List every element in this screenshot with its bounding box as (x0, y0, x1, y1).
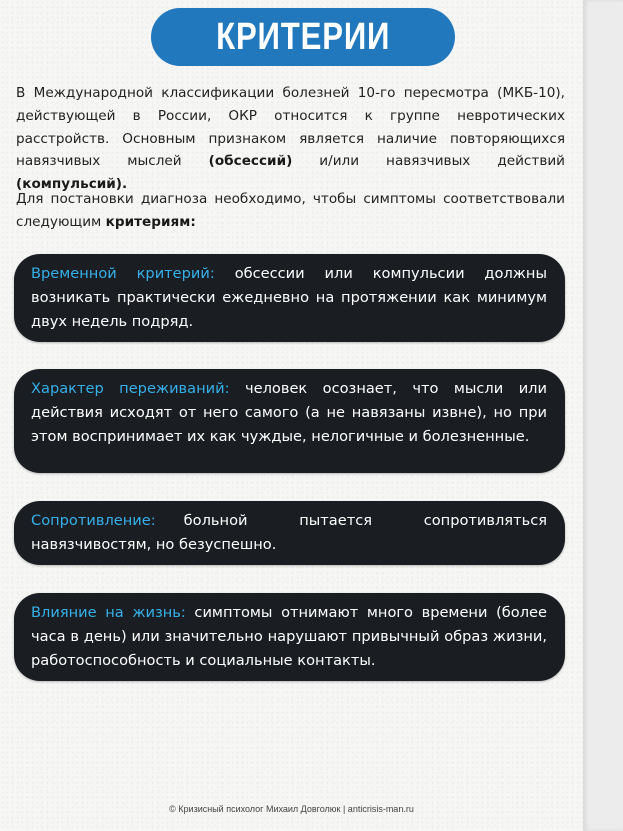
title-banner (151, 8, 455, 66)
criterion-card-life-impact (14, 593, 565, 681)
page-title: КРИТЕРИИ (215, 15, 391, 58)
criterion-text: больной пытается сопротивляться навязчивостям, но безуспешно. (31, 512, 547, 553)
criterion-card-time (14, 254, 565, 342)
criterion-label: Временной критерий: (31, 265, 215, 282)
criterion-label: Влияние на жизнь: (31, 604, 186, 621)
criterion-card-resistance (14, 501, 565, 565)
page-edge (583, 0, 623, 831)
footer-copyright: © Кризисный психолог Михаил Довголюк | anticrisis-man.ru (169, 804, 414, 814)
intro-text: В Международной классификации болезней 10-го пересмотра (МКБ-10), действующей в России, ОКР относится к группе невротических расстройств. Основным признаком является наличие повторяющихся навязчивых мыслей (16, 85, 565, 170)
criterion-label: Характер переживаний: (31, 380, 230, 397)
criterion-text: симптомы отнимают много времени (более часа в день) или значительно нарушают привычный образ жизни, работоспособность и социальные контакты. (31, 604, 547, 669)
intro-text-mid: и/или навязчивых действий (292, 153, 565, 170)
diagnosis-term: критериям: (105, 213, 196, 230)
intro-term-compulsions: (компульсий). (16, 176, 128, 193)
intro-paragraph (16, 82, 565, 196)
criterion-card-experience (14, 369, 565, 473)
criterion-label: Сопротивление: (31, 512, 156, 529)
diagnosis-text: Для постановки диагноза необходимо, чтобы симптомы соответствовали следующим (16, 191, 565, 230)
intro-term-obsessions: (обсессий) (208, 153, 293, 170)
criterion-text: человек осознает, что мысли или действия исходят от него самого (а не навязаны извне), но при этом воспринимает их как чуждые, нелогичные и болезненные. (31, 380, 547, 445)
criterion-text: обсессии или компульсии должны возникать практически ежедневно на протяжении как минимум двух недель подряд. (31, 265, 547, 330)
diagnosis-paragraph (16, 188, 565, 234)
